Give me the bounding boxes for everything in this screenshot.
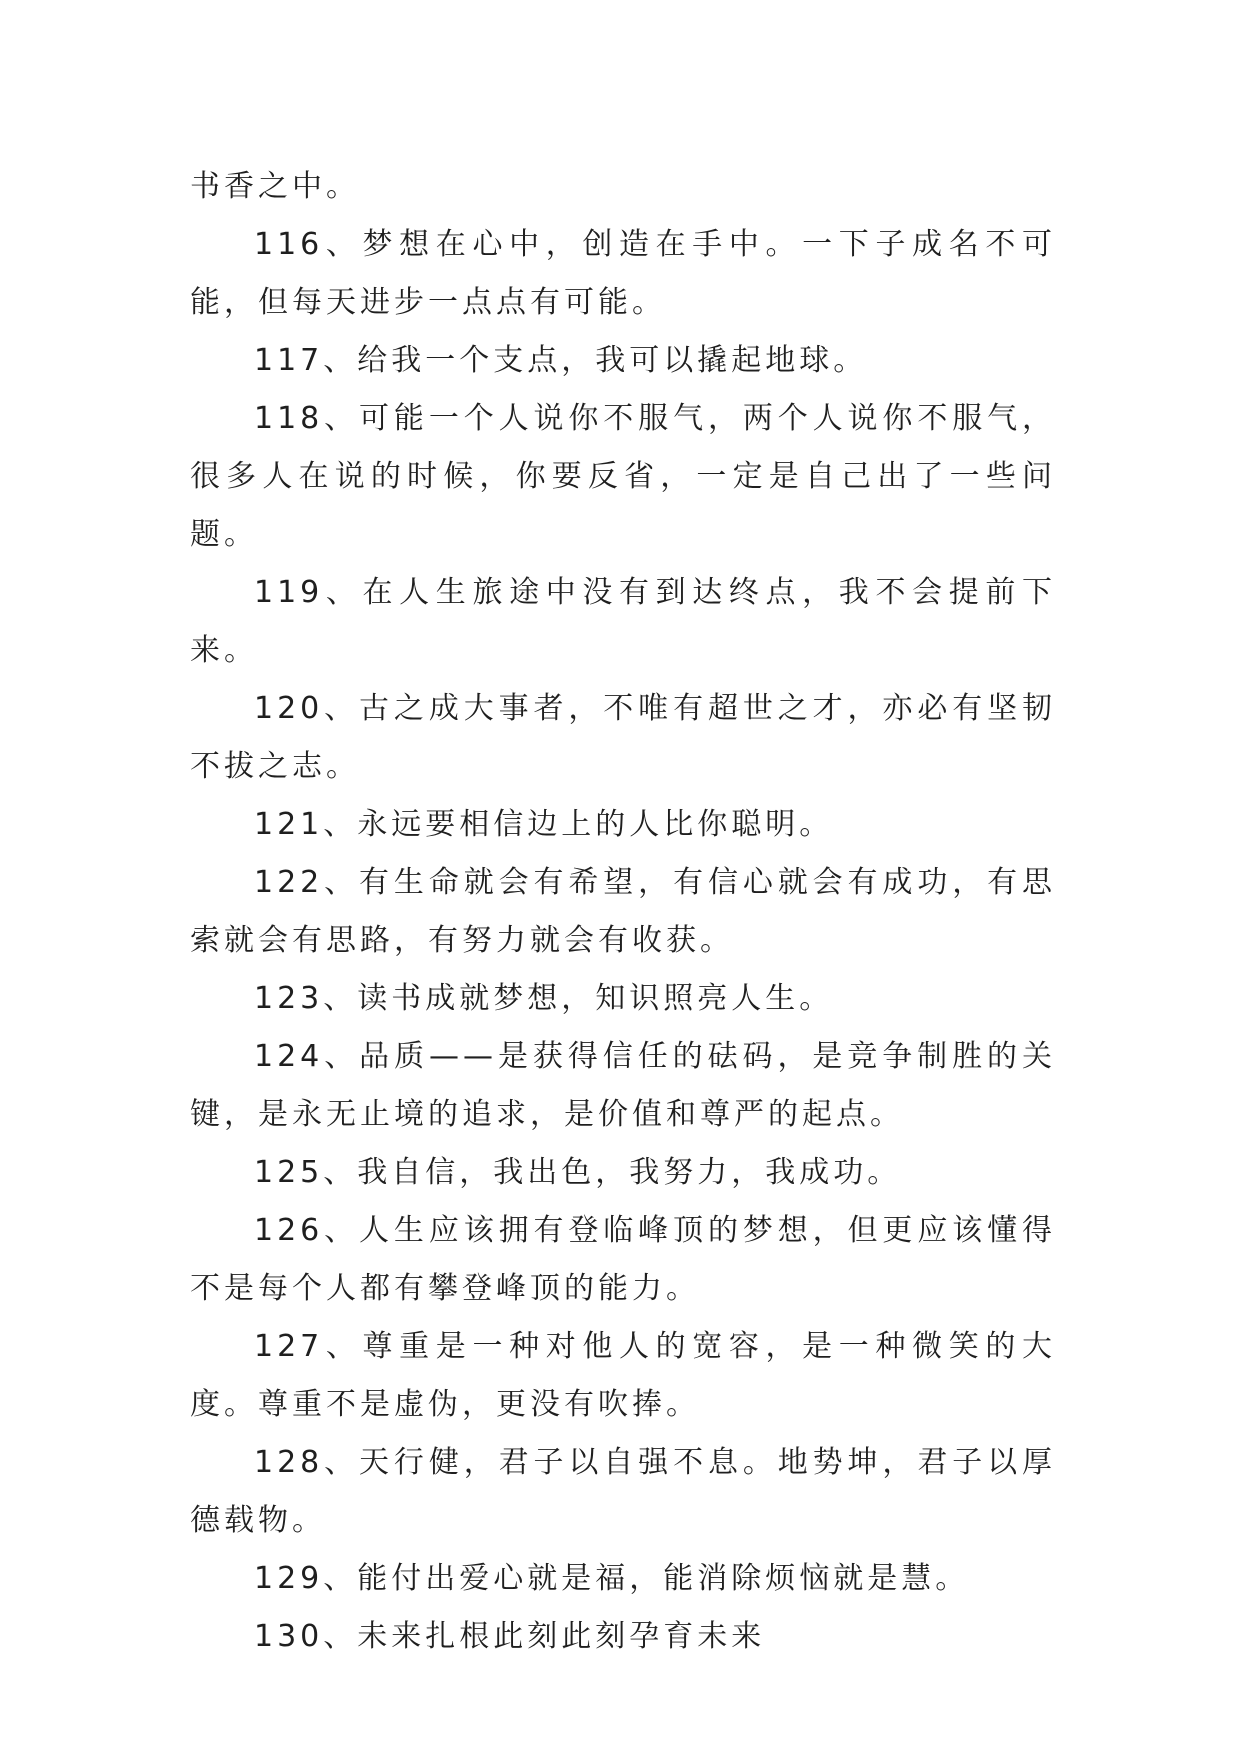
quote-117: 117、给我一个支点，我可以撬起地球。 bbox=[254, 343, 868, 378]
quote-127: 127、尊重是一种对他人的宽容，是一种微笑的大度。尊重不是虚伪，更没有吹捧。 bbox=[190, 1329, 1056, 1422]
quote-126: 126、人生应该拥有登临峰顶的梦想，但更应该懂得不是每个人都有攀登峰顶的能力。 bbox=[190, 1213, 1056, 1306]
quote-119: 119、在人生旅途中没有到达终点，我不会提前下来。 bbox=[190, 575, 1056, 668]
quote-123: 123、读书成就梦想，知识照亮人生。 bbox=[254, 981, 834, 1016]
quote-125: 125、我自信，我出色，我努力，我成功。 bbox=[254, 1155, 902, 1190]
quote-130: 130、未来扎根此刻此刻孕育未来 bbox=[254, 1619, 766, 1654]
quote-118: 118、可能一个人说你不服气，两个人说你不服气，很多人在说的时候，你要反省，一定是自己出了一些问题。 bbox=[190, 401, 1056, 552]
quote-128: 128、天行健，君子以自强不息。地势坤，君子以厚德载物。 bbox=[190, 1445, 1056, 1538]
quote-124: 124、品质——是获得信任的砝码，是竞争制胜的关键，是永无止境的追求，是价值和尊严的起点。 bbox=[190, 1039, 1056, 1132]
quote-129: 129、能付出爱心就是福，能消除烦恼就是慧。 bbox=[254, 1561, 970, 1596]
quote-122: 122、有生命就会有希望，有信心就会有成功，有思索就会有思路，有努力就会有收获。 bbox=[190, 865, 1056, 958]
quote-116: 116、梦想在心中，创造在手中。一下子成名不可能，但每天进步一点点有可能。 bbox=[190, 227, 1056, 320]
quote-121: 121、永远要相信边上的人比你聪明。 bbox=[254, 807, 834, 842]
paragraph-continuation: 书香之中。 bbox=[190, 169, 360, 204]
document-body bbox=[190, 158, 1056, 1666]
quote-120: 120、古之成大事者，不唯有超世之才，亦必有坚韧不拔之志。 bbox=[190, 691, 1056, 784]
